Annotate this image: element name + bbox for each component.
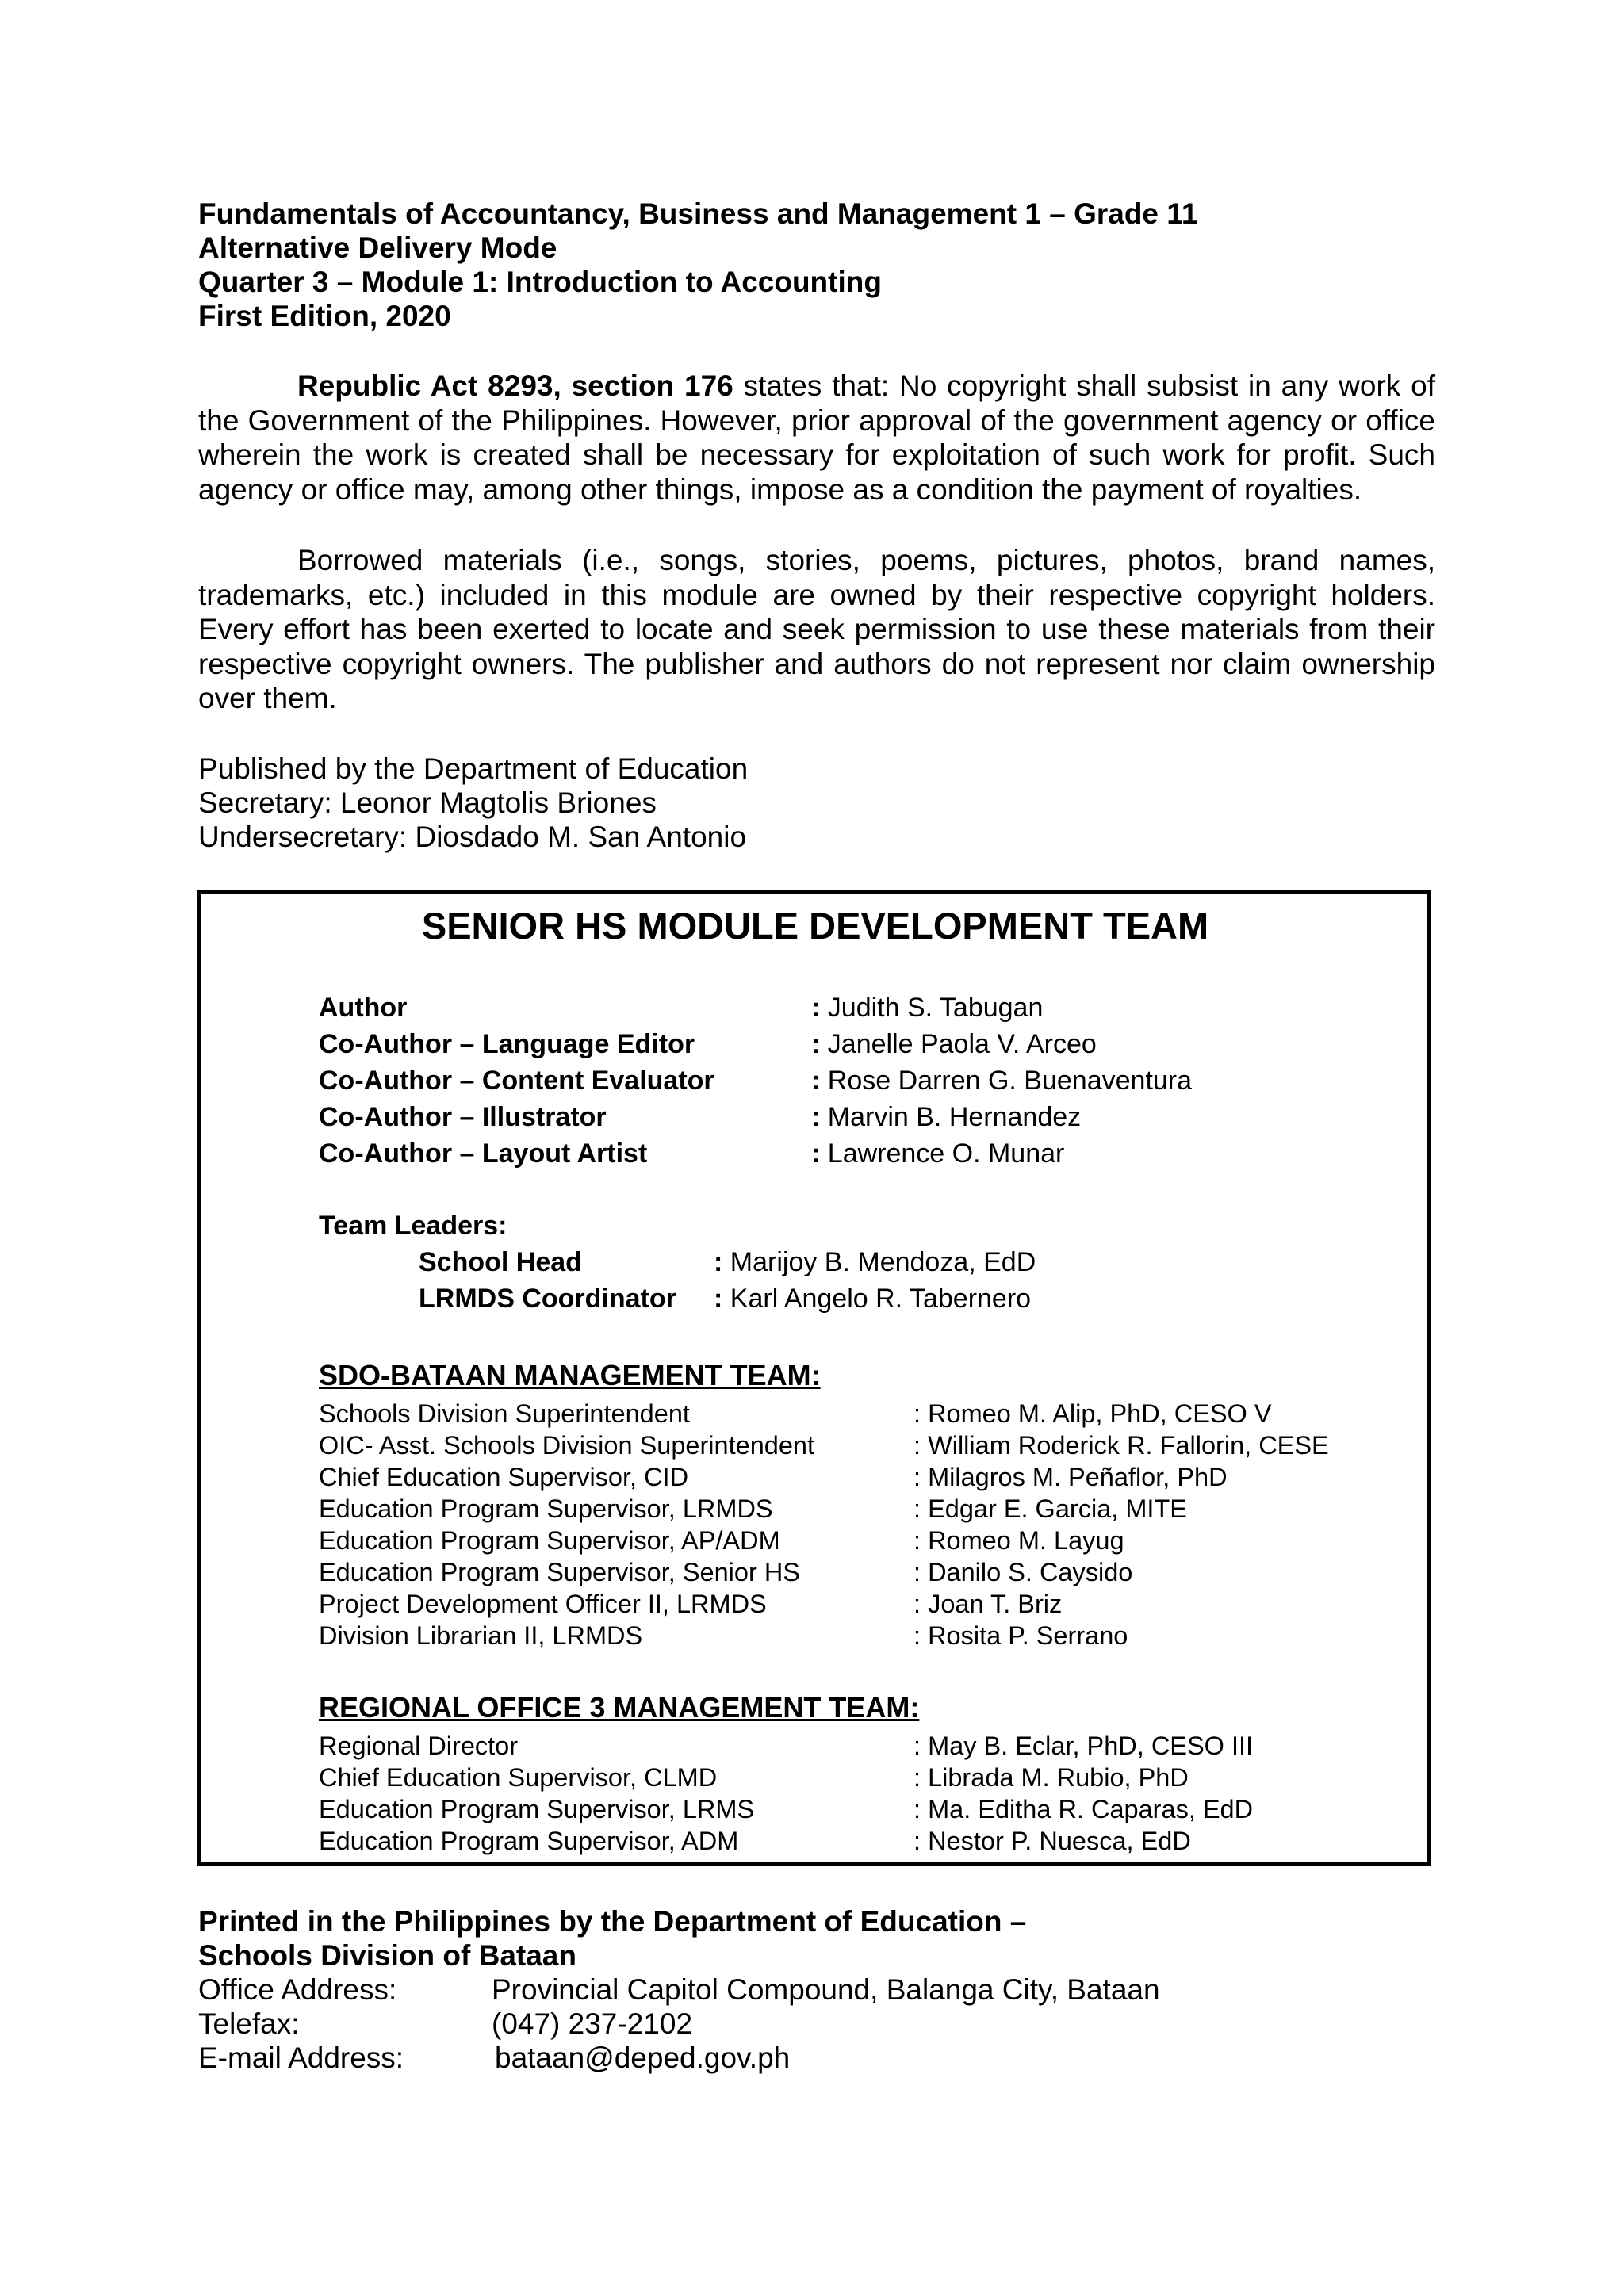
author-role: Co-Author – Illustrator xyxy=(319,1102,607,1132)
regional-role: Regional Director xyxy=(319,1732,519,1760)
sdo-role: Schools Division Superintendent xyxy=(319,1399,690,1428)
sdo-name: : Rosita P. Serrano xyxy=(914,1621,1128,1650)
author-name: : Lawrence O. Munar xyxy=(811,1138,1065,1169)
sdo-role: Education Program Supervisor, AP/ADM xyxy=(319,1526,780,1555)
author-name: : Rose Darren G. Buenaventura xyxy=(811,1066,1193,1096)
sdo-role: Chief Education Supervisor, CID xyxy=(319,1463,689,1491)
edition: First Edition, 2020 xyxy=(198,300,451,332)
regional-name: : Librada M. Rubio, PhD xyxy=(914,1763,1189,1792)
author-role: Co-Author – Layout Artist xyxy=(319,1138,648,1169)
leader-name: : Karl Angelo R. Tabernero xyxy=(714,1284,1032,1314)
borrowed-materials-paragraph: Borrowed materials (i.e., songs, stories, poems, pictures, photos, brand names, trademarks, etc.) included in this module are owned by their respective copyright holders. Every effort has been exerted to locate and seek permission to use these materials from their respective copyright owners. The publisher and authors do not represent nor claim ownership over them. xyxy=(198,544,1435,714)
copyright-paragraph xyxy=(198,369,1435,507)
team-leaders-title: Team Leaders: xyxy=(319,1211,508,1241)
email-label: E-mail Address: xyxy=(198,2042,404,2074)
regional-role: Education Program Supervisor, LRMS xyxy=(319,1795,755,1823)
author-name: : Janelle Paola V. Arceo xyxy=(811,1029,1097,1059)
ra-text: states that: No copyright shall subsist in any work of the Government of the Philippines. However, prior approval of the government agency or office wherein the work is created shall be necessary for exploitation of such work for profit. Such agency or office may, among other things, impose as a condition the payment of royalties. xyxy=(198,369,1435,506)
sdo-name: : Milagros M. Peñaflor, PhD xyxy=(914,1463,1228,1491)
author-name: : Marvin B. Hernandez xyxy=(811,1102,1082,1132)
sdo-role: Project Development Officer II, LRMDS xyxy=(319,1590,767,1618)
sdo-role: Education Program Supervisor, LRMDS xyxy=(319,1494,773,1523)
sdo-name: : Danilo S. Caysido xyxy=(914,1558,1133,1586)
sdo-team-title: SDO-BATAAN MANAGEMENT TEAM: xyxy=(319,1359,821,1391)
author-role: Co-Author – Language Editor xyxy=(319,1029,695,1059)
author-name: : Judith S. Tabugan xyxy=(811,993,1044,1023)
telefax-label: Telefax: xyxy=(198,2007,300,2040)
regional-team-title: REGIONAL OFFICE 3 MANAGEMENT TEAM: xyxy=(319,1691,920,1724)
printed-by-line1: Printed in the Philippines by the Department of Education – xyxy=(198,1905,1027,1938)
regional-name: : Ma. Editha R. Caparas, EdD xyxy=(914,1795,1254,1823)
module-subtitle: Quarter 3 – Module 1: Introduction to Accounting xyxy=(198,266,882,298)
regional-name: : Nestor P. Nuesca, EdD xyxy=(914,1827,1191,1855)
leader-role: School Head xyxy=(419,1247,582,1277)
development-team-title: SENIOR HS MODULE DEVELOPMENT TEAM xyxy=(421,905,1209,947)
sdo-name: : Joan T. Briz xyxy=(914,1590,1063,1618)
ra-reference: Republic Act 8293, section 176 xyxy=(297,369,733,402)
module-title: Fundamentals of Accountancy, Business and Management 1 – Grade 11 xyxy=(198,197,1198,230)
delivery-mode: Alternative Delivery Mode xyxy=(198,232,557,264)
sdo-name: : Edgar E. Garcia, MITE xyxy=(914,1494,1187,1523)
regional-role: Chief Education Supervisor, CLMD xyxy=(319,1763,718,1792)
sdo-role: Education Program Supervisor, Senior HS xyxy=(319,1558,800,1586)
regional-role: Education Program Supervisor, ADM xyxy=(319,1827,739,1855)
leader-name: : Marijoy B. Mendoza, EdD xyxy=(714,1247,1036,1277)
published-by: Published by the Department of Education xyxy=(198,752,749,785)
telefax-value: (047) 237-2102 xyxy=(492,2007,693,2040)
office-address-label: Office Address: xyxy=(198,1973,397,2006)
sdo-name: : Romeo M. Layug xyxy=(914,1526,1124,1555)
author-role: Co-Author – Content Evaluator xyxy=(319,1066,714,1096)
sdo-role: OIC- Asst. Schools Division Superintendent xyxy=(319,1431,815,1460)
email-value: bataan@deped.gov.ph xyxy=(495,2042,791,2074)
undersecretary: Undersecretary: Diosdado M. San Antonio xyxy=(198,821,747,853)
printed-by-line2: Schools Division of Bataan xyxy=(198,1939,576,1972)
author-role: Author xyxy=(319,993,408,1023)
regional-name: : May B. Eclar, PhD, CESO III xyxy=(914,1732,1254,1760)
sdo-role: Division Librarian II, LRMDS xyxy=(319,1621,643,1650)
sdo-name: : William Roderick R. Fallorin, CESE xyxy=(914,1431,1329,1460)
office-address-value: Provincial Capitol Compound, Balanga City, Bataan xyxy=(492,1973,1160,2006)
secretary: Secretary: Leonor Magtolis Briones xyxy=(198,786,657,819)
leader-role: LRMDS Coordinator xyxy=(419,1284,676,1314)
sdo-name: : Romeo M. Alip, PhD, CESO V xyxy=(914,1399,1272,1428)
